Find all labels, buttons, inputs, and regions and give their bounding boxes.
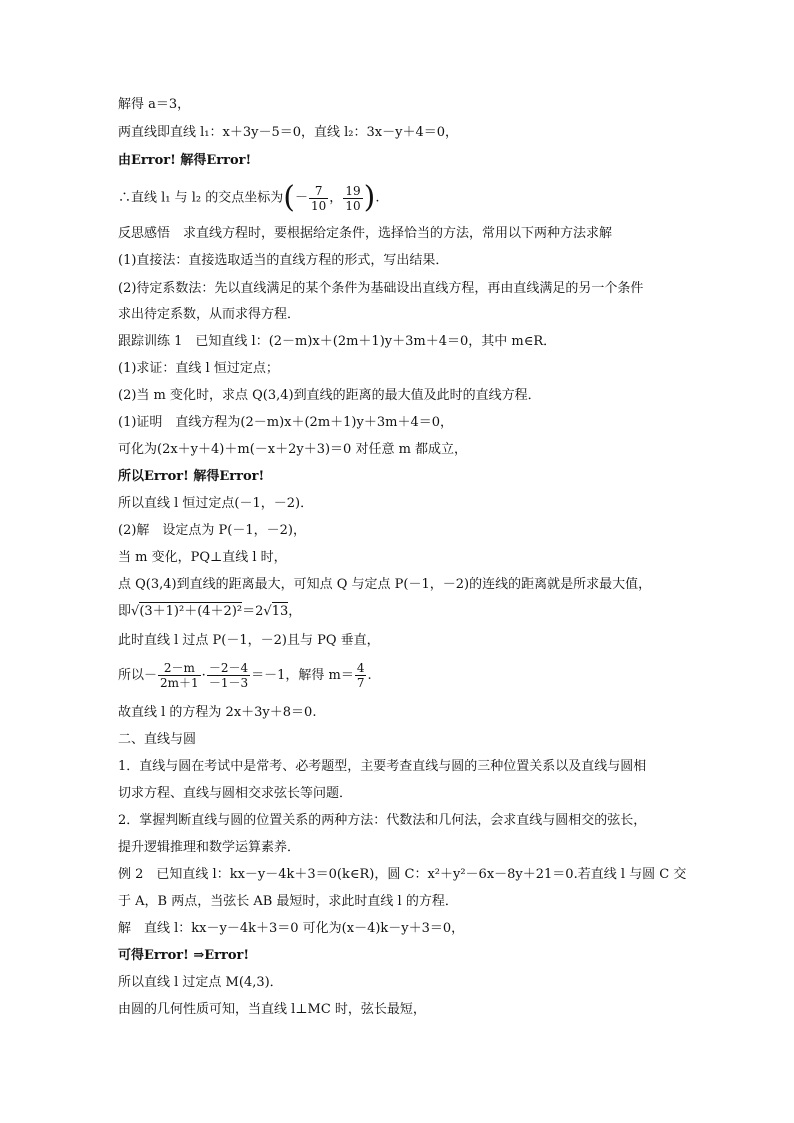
text-line: (2)待定系数法：先以直线满足的某个条件为基础设出直线方程，再由直线满足的另一个条件 — [118, 281, 644, 296]
denominator: 2m＋1 — [160, 676, 199, 690]
slope-equation-line: 所以－ $\frac{2-m}{2m+1}$ · $\frac{-2-4}{-1-3}$ ＝－1，解得 m＝ $\frac{4}{7}$ . — [118, 661, 372, 690]
text-line: 于 A，B 两点，当弦长 AB 最短时，求此时直线 l 的方程． — [118, 894, 458, 909]
numerator: 4 — [356, 661, 365, 675]
denominator: 7 — [356, 676, 365, 690]
text-line: 2．掌握判断直线与圆的位置关系的两种方法：代数法和几何法，会求直线与圆相交的弦长， — [118, 813, 647, 828]
fraction — [207, 661, 250, 690]
text-line: (2)解 设定点为 P(－1，－2)， — [118, 523, 306, 538]
text-line: (2)当 m 变化时，求点 Q(3,4)到直线的距离的最大值及此时的直线方程． — [118, 388, 541, 403]
text-line: 所以直线 l 恒过定点(－1，－2)． — [118, 496, 314, 511]
text-line: 解 直线 l：kx－y－4k＋3＝0 可化为(x－4)k－y＋3＝0， — [118, 921, 465, 936]
numerator: －2－4 — [208, 661, 249, 675]
text-line: 解得 a＝3， — [118, 97, 191, 112]
text-line: 所以直线 l 过定点 M(4,3)． — [118, 975, 283, 990]
text-line: 点 Q(3,4)到直线的距离最大，可知点 Q 与定点 P(－1，－2)的连线的距离就是所求最大值， — [118, 577, 652, 592]
right-paren: ) — [363, 180, 376, 215]
text-line: 由Error! 解得Error! — [118, 153, 252, 168]
text-line: 可得Error! ⇒Error! — [118, 948, 250, 963]
text-line: 两直线即直线 l₁：x＋3y－5＝0，直线 l₂：3x－y＋4＝0， — [118, 125, 458, 140]
radicand: 13 — [271, 604, 289, 619]
fraction — [355, 661, 367, 690]
text-line: 此时直线 l 过点 P(－1，－2)且与 PQ 垂直， — [118, 633, 380, 648]
fraction — [343, 184, 362, 213]
left-paren: ( — [283, 180, 295, 215]
numerator: 19 — [345, 183, 361, 198]
denominator: 10 — [345, 198, 361, 213]
radicand: (3＋1)²＋(4＋2)² — [139, 604, 243, 619]
intersection-line: ∴直线 l₁ 与 l₂ 的交点坐标为(－ $\frac{7}{10}$ ， $\frac{19}{10}$ ). — [118, 180, 380, 215]
text-line: (1)证明 直线方程为(2－m)x＋(2m＋1)y＋3m＋4＝0， — [118, 415, 453, 430]
numerator: 7 — [309, 184, 328, 199]
distance-prefix: 即 — [118, 604, 132, 619]
text-line: (1)求证：直线 l 恒过定点； — [118, 361, 279, 376]
text-line: 反思感悟 求直线方程时，要根据给定条件，选择恰当的方法，常用以下两种方法求解 — [118, 226, 613, 241]
text-line: 故直线 l 的方程为 2x＋3y＋8＝0. — [118, 705, 317, 720]
text-line: 由圆的几何性质可知，当直线 l⊥MC 时，弦长最短， — [118, 1002, 426, 1017]
text-line: 求出待定系数，从而求得方程． — [118, 307, 301, 322]
text-line: (1)直接法：直接选取适当的直线方程的形式，写出结果． — [118, 253, 449, 268]
text-line: 提升逻辑推理和数学运算素养． — [118, 840, 301, 855]
text-line: 跟踪训练 1 已知直线 l：(2－m)x＋(2m＋1)y＋3m＋4＝0，其中 m∈R． — [118, 334, 557, 349]
numerator: 2－m — [158, 661, 201, 676]
distance-line: 即√(3＋1)²＋(4＋2)²＝2√13， — [118, 604, 302, 619]
text-line: 切求方程、直线与圆相交求弦长等问题． — [118, 786, 353, 801]
intersection-prefix: ∴直线 l₁ 与 l₂ 的交点坐标为 — [118, 190, 284, 206]
text-line: 1．直线与圆在考试中是常考、必考题型，主要考查直线与圆的三种位置关系以及直线与圆相 — [118, 759, 647, 774]
text-line: 可化为(2x＋y＋4)＋m(－x＋2y＋3)＝0 对任意 m 都成立， — [118, 442, 468, 457]
denominator: －1－3 — [208, 676, 249, 690]
denominator: 10 — [311, 198, 327, 213]
text-line: 所以Error! 解得Error! — [118, 469, 265, 484]
text-line: 当 m 变化，PQ⊥直线 l 时， — [118, 550, 287, 565]
fraction — [158, 661, 201, 690]
text-line: 例 2 已知直线 l：kx－y－4k＋3＝0(k∈R)，圆 C：x²＋y²－6x－8y＋21＝0.若直线 l 与圆 C 交 — [118, 867, 687, 882]
fraction — [309, 184, 328, 213]
section-heading: 二、直线与圆 — [118, 732, 197, 747]
